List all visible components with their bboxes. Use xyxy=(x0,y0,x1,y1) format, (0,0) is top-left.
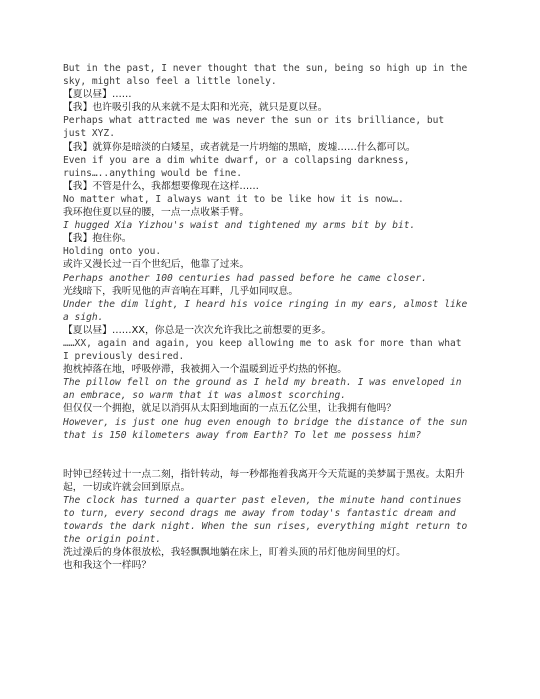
chinese-line: 也和我这个一样吗？ xyxy=(63,560,152,572)
chinese-line: 【夏以昼】…… xyxy=(63,89,132,101)
document-page xyxy=(63,62,473,572)
chinese-line: 洗过澡后的身体很放松，我轻飘飘地躺在床上，盯着头顶的吊灯他房间里的灯。 xyxy=(63,547,406,559)
chinese-line: 但仅仅一个拥抱，就足以消弭从太阳到地面的一点五亿公里，让我拥有他吗？ xyxy=(63,403,397,415)
chinese-line: 光线暗下，我听见他的声音响在耳畔，几乎如同叹息。 xyxy=(63,285,299,297)
english-line: Perhaps another 100 centuries had passed before he came closer. xyxy=(63,272,427,284)
english-line: I hugged Xia Yizhou's waist and tightened my arms bit by bit. xyxy=(63,220,416,232)
chinese-line: 【我】不管是什么，我都想要像现在这样…… xyxy=(63,180,259,192)
english-line: ……XX, again and again, you keep allowing me to ask for more than what I previously desired. xyxy=(63,337,462,363)
english-line: Under the dim light, I heard his voice ringing in my ears, almost like a sigh. xyxy=(63,298,468,323)
section-gap xyxy=(63,442,473,468)
chinese-line: 【我】就算你是暗淡的白矮星，或者就是一片坍缩的黑暗，废墟……什么都可以。 xyxy=(63,141,416,153)
text-section-2 xyxy=(63,468,473,573)
chinese-line: 时钟已经转过十一点二刻，指针转动，每一秒都拖着我离开今天荒诞的美梦属于黑夜。太阳升起，一切或许就会回到原点。 xyxy=(63,468,465,493)
english-line: No matter what, I always want it to be like how it is now…. xyxy=(63,193,404,205)
text-section-1 xyxy=(63,62,473,442)
chinese-line: 抱枕掉落在地，呼吸停滞，我被拥入一个温暖到近乎灼热的怀抱。 xyxy=(63,364,348,376)
english-line: The pillow fell on the ground as I held my breath. I was enveloped in an embrace, so warm that it was almost scorching. xyxy=(63,377,462,402)
chinese-line: 【我】抱住你。 xyxy=(63,233,132,245)
english-line: Perhaps what attracted me was never the sun or its brilliance, but just XYZ. xyxy=(63,115,445,140)
chinese-line: 我环抱住夏以昼的腰，一点一点收紧手臂。 xyxy=(63,207,250,219)
english-line: However, is just one hug even enough to bridge the distance of the sun that is 150 kilometers away from Earth? To let me possess him? xyxy=(63,416,468,441)
english-line: The clock has turned a quarter past eleven, the minute hand continues to turn, every second drags me away from today's fantastic dream and towards the dark night. When the sun rises, everything might return to the origin point. xyxy=(63,494,468,546)
english-line: Even if you are a dim white dwarf, or a collapsing darkness, ruins…..anything would be fine. xyxy=(63,154,410,179)
english-line: Holding onto you. xyxy=(63,246,162,258)
english-line: But in the past, I never thought that the sun, being so high up in the sky, might also feel a little lonely. xyxy=(63,63,468,88)
chinese-line: 【我】也许吸引我的从来就不是太阳和光亮，就只是夏以昼。 xyxy=(63,102,328,114)
chinese-line: 或许又漫长过一百个世纪后，他靠了过来。 xyxy=(63,259,250,271)
chinese-line: 【夏以昼】……XX，你总是一次次允许我比之前想要的更多。 xyxy=(63,324,332,336)
